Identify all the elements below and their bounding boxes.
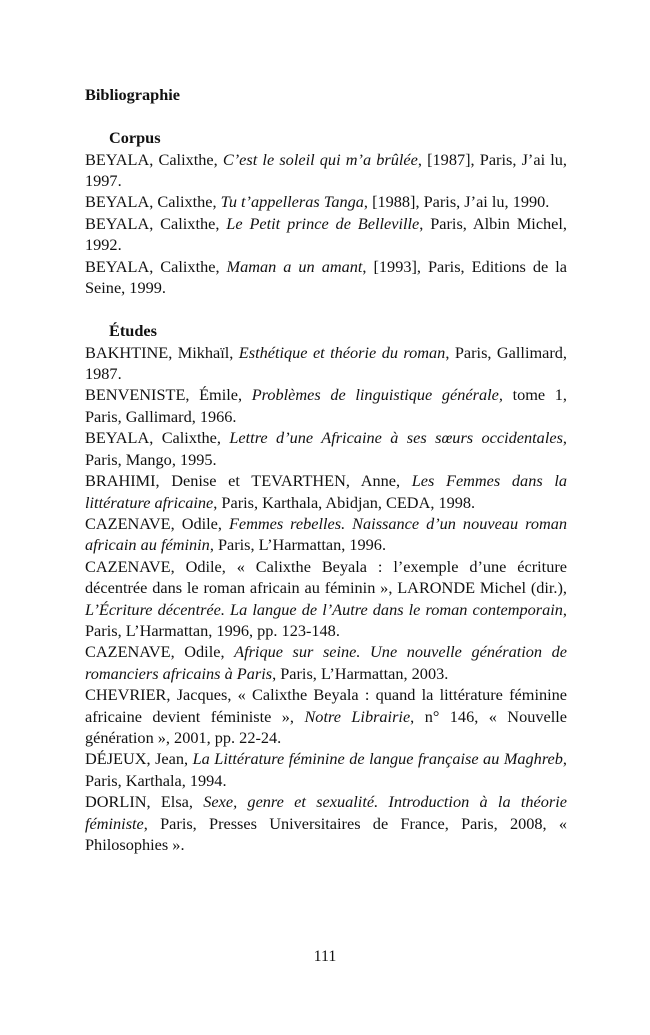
entry-text: BRAHIMI, Denise et TEVARTHEN, Anne, xyxy=(85,471,412,491)
entry-text: DÉJEUX, Jean, xyxy=(85,749,193,769)
entry-list xyxy=(85,149,567,299)
bibliography-entry xyxy=(85,641,567,684)
entry-text: , Paris, Albin Michel, 1992. xyxy=(85,213,568,255)
section-heading: Corpus xyxy=(109,128,161,148)
entry-text: , Paris, Presses Universitaires de France, Paris, 2008, « Philosophies ». xyxy=(85,813,567,854)
entry-text: CAZENAVE, Odile, « Calixthe Beyala : l’exemple d’une écriture décentrée dans le roman africain au féminin », LARONDE Michel (dir.), xyxy=(85,556,567,598)
bibliography xyxy=(85,84,567,855)
entry-text: , Paris, L’Harmattan, 2003. xyxy=(272,663,449,683)
entry-title-text: La Littérature féminine de langue française au Maghreb xyxy=(192,749,563,769)
bibliography-entry xyxy=(85,684,567,748)
entry-title-text: C’est le soleil qui m’a brûlée xyxy=(222,149,418,169)
entry-title-text: Notre Librairie xyxy=(304,706,411,726)
entry-text: BEYALA, Calixthe, xyxy=(85,256,227,276)
entry-text: , [1993], Paris, Editions de la Seine, 1999. xyxy=(85,256,568,298)
entry-text: BEYALA, Calixthe, xyxy=(85,213,227,233)
section-heading: Études xyxy=(109,321,157,341)
bibliography-entry xyxy=(85,427,567,470)
entry-text: , Paris, L’Harmattan, 1996, pp. 123-148. xyxy=(85,599,567,640)
entry-text: CAZENAVE, Odile, xyxy=(85,513,229,533)
entry-title-text: L’Écriture décentrée. La langue de l’Autre dans le roman contemporain xyxy=(85,599,563,619)
entry-title-text: Lettre d’une Africaine à ses sœurs occidentales xyxy=(229,428,563,448)
entry-text: , Paris, L’Harmattan, 1996. xyxy=(209,535,387,555)
entry-title-text: Maman a un amant xyxy=(226,256,363,276)
bibliography-entry xyxy=(85,791,567,855)
entry-title-text: Sexe, genre et sexualité. Introduction à la théorie féministe xyxy=(85,792,567,833)
bibliography-entry xyxy=(85,748,567,791)
bibliography-entry xyxy=(85,513,567,556)
entry-text: BENVENISTE, Émile, xyxy=(85,385,252,405)
bibliography-entry xyxy=(85,342,567,385)
page-title: Bibliographie xyxy=(85,85,180,104)
entry-text: BAKHTINE, Mikhaïl, xyxy=(85,342,239,362)
entry-title-text: Problèmes de linguistique générale, xyxy=(251,385,503,405)
bibliography-entry xyxy=(85,256,567,299)
bibliography-entry xyxy=(85,556,567,642)
bibliography-entry xyxy=(85,470,567,513)
entry-text: BEYALA, Calixthe, xyxy=(85,149,223,169)
section-corpus xyxy=(85,127,567,298)
entry-text: CAZENAVE, Odile, xyxy=(85,642,235,662)
entry-text: DORLIN, Elsa, xyxy=(85,792,204,812)
entry-title-text: Tu t’appelleras Tanga xyxy=(220,192,364,212)
entry-text: , Paris, Karthala, 1994. xyxy=(85,749,567,790)
entry-text: , [1987], Paris, J’ai lu, 1997. xyxy=(85,149,567,191)
entry-text: , [1988], Paris, J’ai lu, 1990. xyxy=(363,192,550,212)
entry-text: BEYALA, Calixthe, xyxy=(85,428,230,448)
bibliography-entry xyxy=(85,384,567,427)
entry-text: , Paris, Karthala, Abidjan, CEDA, 1998. xyxy=(213,492,476,512)
bibliography-entry xyxy=(85,213,567,256)
bibliography-entry xyxy=(85,191,567,212)
entry-text: CHEVRIER, Jacques, « Calixthe Beyala : quand la littérature féminine africaine devient féministe », xyxy=(85,685,567,726)
entry-title-text: Les Femmes dans la littérature africaine xyxy=(85,471,567,512)
page-number: 111 xyxy=(313,948,337,965)
entry-text: , n° 146, « Nouvelle génération », 2001, pp. 22-24. xyxy=(85,706,567,747)
entry-text: , Paris, Mango, 1995. xyxy=(85,428,567,469)
entry-text: , Paris, Gallimard, 1987. xyxy=(85,342,567,384)
entry-text: tome 1, Paris, Gallimard, 1966. xyxy=(85,385,567,426)
entry-title-text: Femmes rebelles. Naissance d’un nouveau roman africain au féminin xyxy=(85,513,567,555)
bibliography-entry xyxy=(85,149,567,192)
section-etudes xyxy=(85,320,567,855)
entry-title-text: Le Petit prince de Belleville xyxy=(226,213,420,233)
entry-title-text: Esthétique et théorie du roman xyxy=(238,342,446,362)
entry-list xyxy=(85,342,567,856)
entry-text: BEYALA, Calixthe, xyxy=(85,192,221,212)
entry-title-text: Afrique sur seine. Une nouvelle génération de romanciers africains à Paris xyxy=(85,642,567,683)
